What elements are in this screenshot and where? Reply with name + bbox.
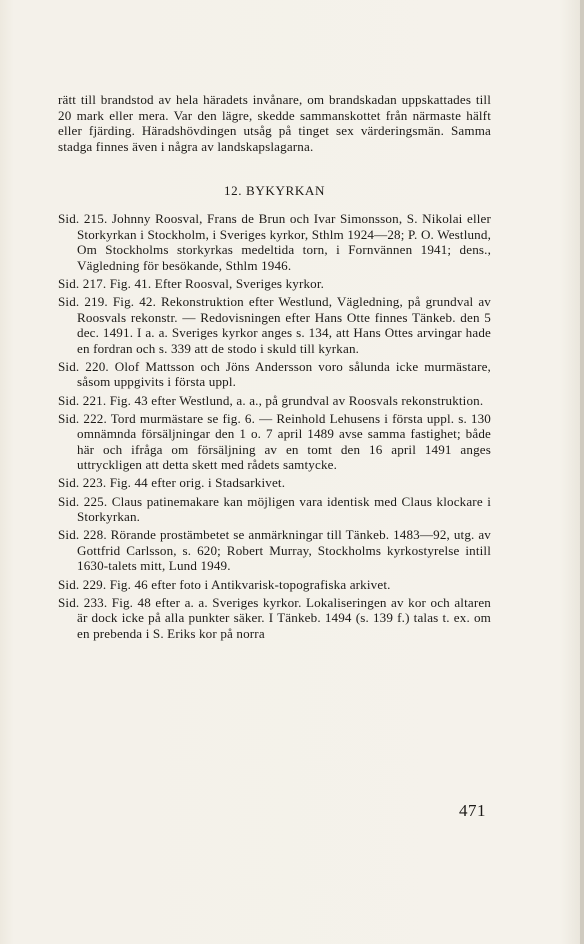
note-paragraph: Sid. 215. Johnny Roosval, Frans de Brun och Ivar Simonsson, S. Nikolai eller Storkyrkan i Stockholm, i Sveriges kyrkor, Sthlm 1924—28; P. O. Westlund, Om Stockholms storkyrkas medeltida torn, i Fornvännen 1941; dens., Vägledning för besökande, Sthlm 1946. [58,210,491,273]
note-paragraph: Sid. 229. Fig. 46 efter foto i Antikvarisk-topografiska arkivet. [58,576,391,592]
note-paragraph: Sid. 217. Fig. 41. Efter Roosval, Sveriges kyrkor. [58,275,325,291]
note-paragraph: Sid. 223. Fig. 44 efter orig. i Stadsarkivet. [58,475,286,491]
note-paragraph: Sid. 221. Fig. 43 efter Westlund, a. a., på grundval av Roosvals rekonstruktion. [58,392,484,408]
note-paragraph: Sid. 222. Tord murmästare se fig. 6. — Reinhold Lehusens i första uppl. s. 130 omnämnda försäljningar den 1 o. 7 april 1489 avse samma fastighet; både här och ifråga om försäljning av en tomt den 16 april 1491 anges uttryckligen att detta skett med rådets samtycke. [58,410,491,473]
note-paragraph: Sid. 219. Fig. 42. Rekonstruktion efter Westlund, Vägledning, på grundval av Roosvals rekonstr. — Redovisningen efter Hans Otte finnes Tänkeb. den 5 dec. 1491. I a. a. Sveriges kyrkor anges s. 134, att Hans Ottes arvingar hade en fordran och s. 339 att de stodo i skuld till kyrkan. [58,293,491,356]
note-paragraph: Sid. 228. Rörande prostämbetet se anmärkningar till Tänkeb. 1483—92, utg. av Gottfrid Carlsson, s. 620; Robert Murray, Stockholms kyrkostyrelse intill 1630-talets mitt, Lund 1949. [58,527,491,574]
note-paragraph: Sid. 225. Claus patinemakare kan möjligen vara identisk med Claus klockare i Storkyrkan. [58,493,491,525]
lead-paragraph: rätt till brandstod av hela häradets invånare, om brandskadan uppskattades till 20 mark eller mera. Var den lägre, skedde sammanskottet från närmaste hälft eller fjärding. Häradshövdingen utsåg på tinget sex värderingsmän. Samma stadga finnes även i några av landskapslagarna. [58,92,491,154]
note-paragraph: Sid. 220. Olof Mattsson och Jöns Andersson voro sålunda icke murmästare, såsom uppgivits i första uppl. [58,358,491,390]
section-heading: 12. BYKYRKAN [223,183,326,199]
page-number: 471 [459,801,486,820]
page-text [58,92,491,644]
note-paragraph: Sid. 233. Fig. 48 efter a. a. Sveriges kyrkor. Lokaliseringen av kor och altaren är dock icke på alla punkter säker. I Tänkeb. 1494 (s. 139 f.) talas t. ex. om en prebenda i S. Eriks kor på norra [58,594,491,641]
